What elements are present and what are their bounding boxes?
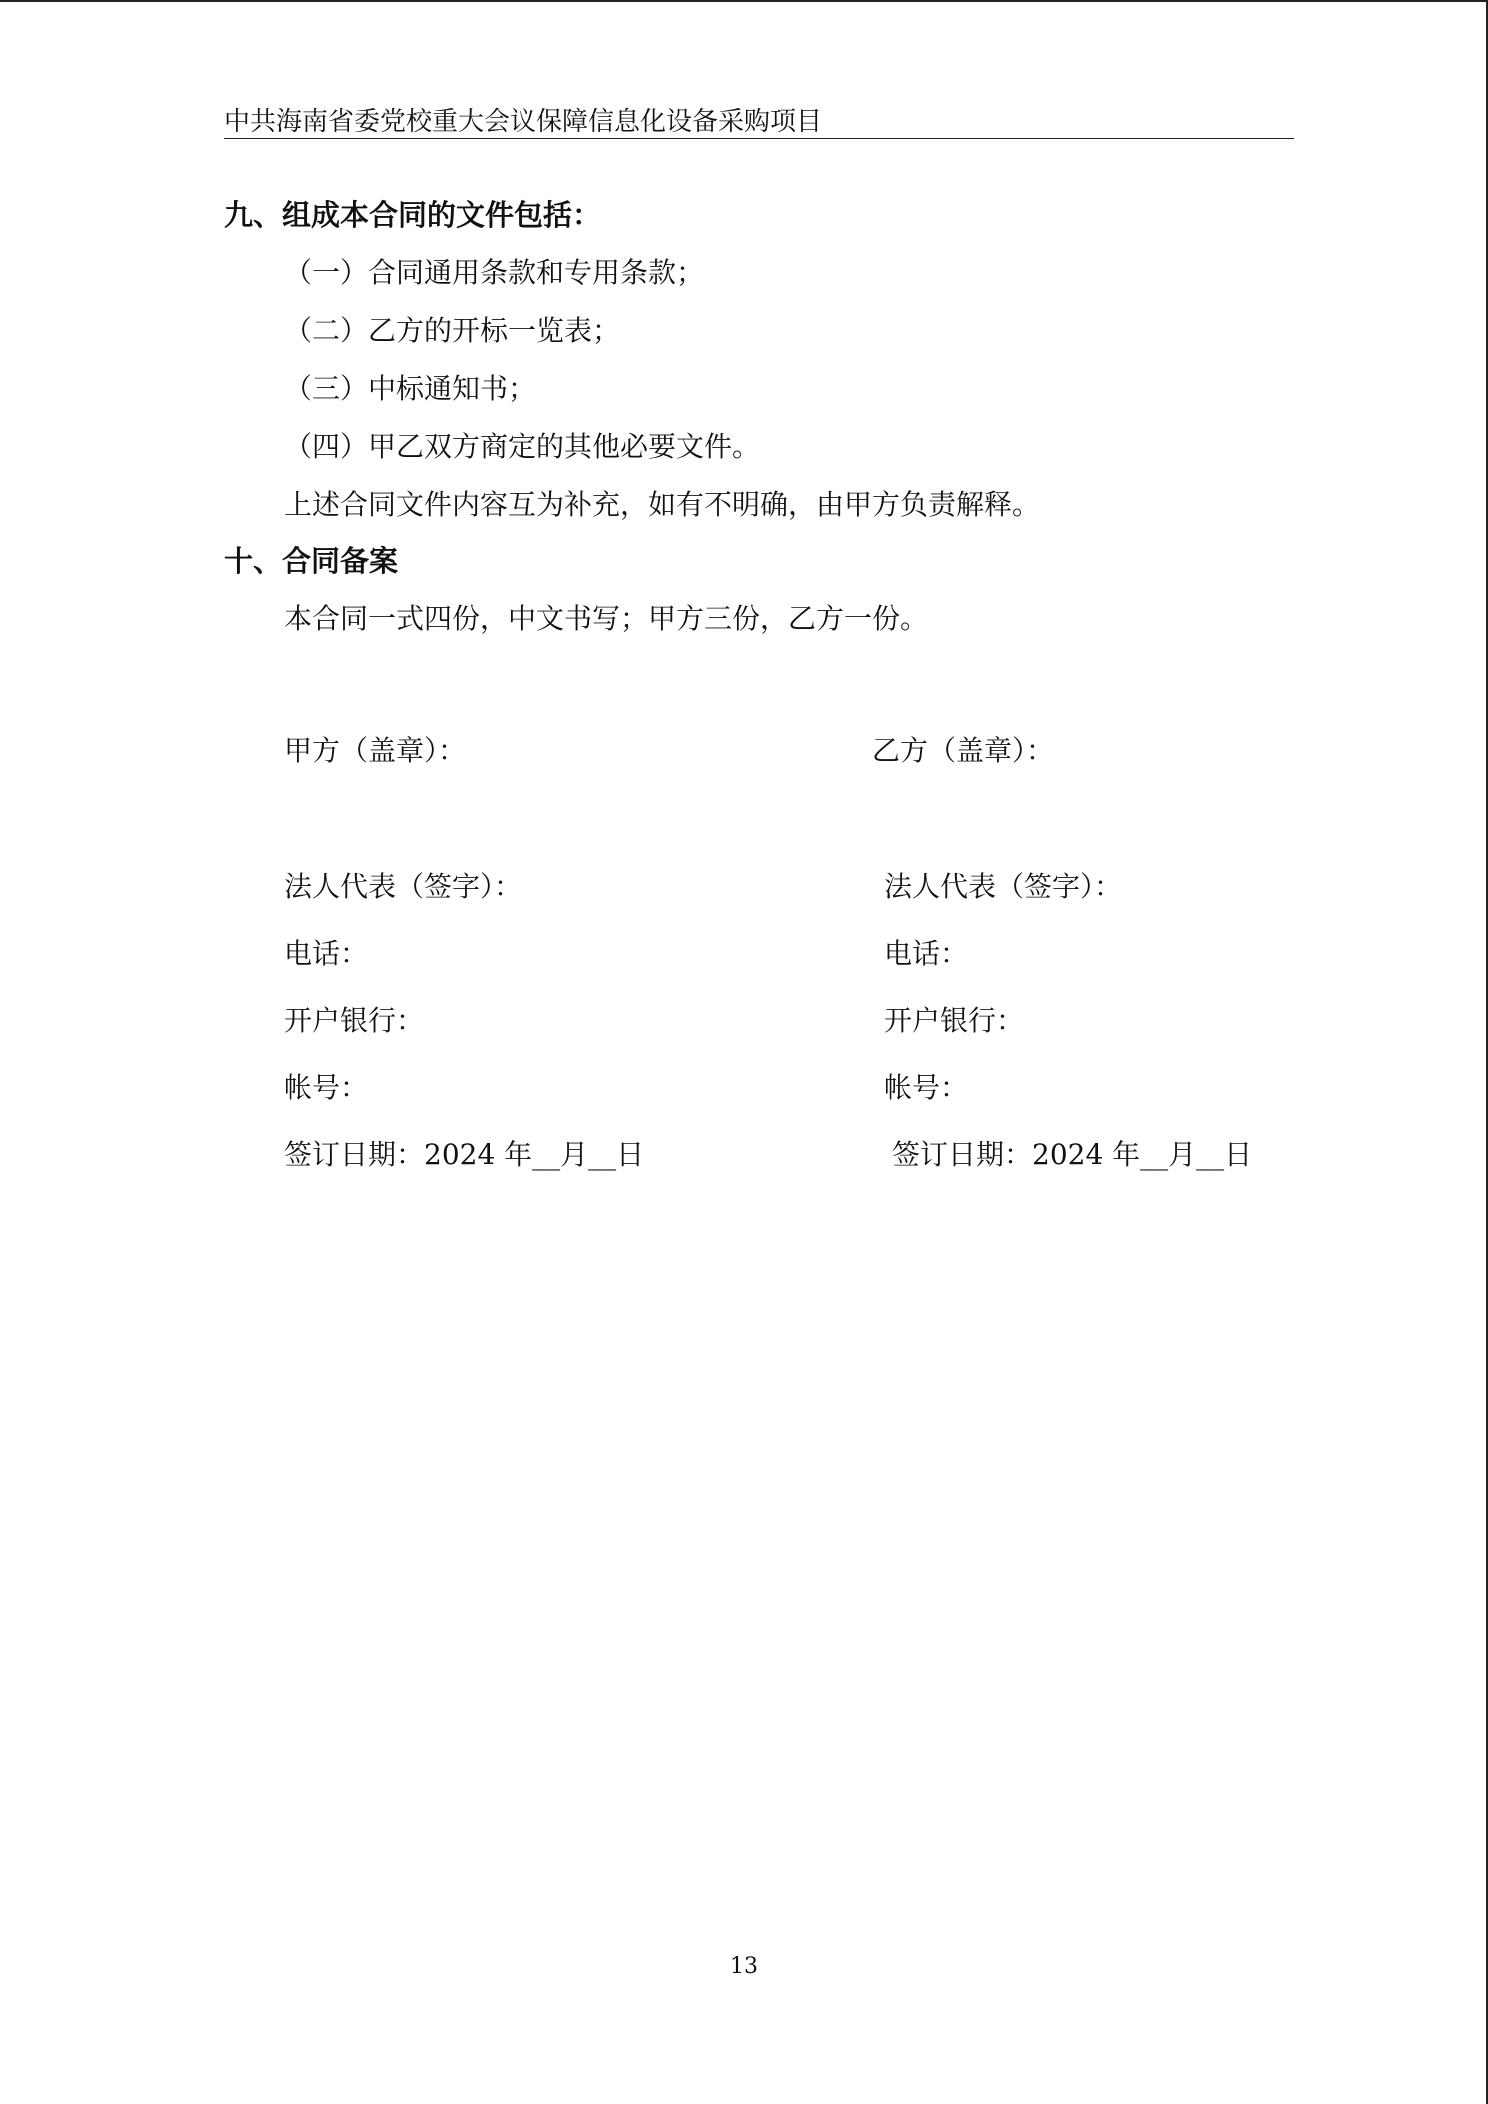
section-9-item-3: （三）中标通知书； xyxy=(284,372,537,405)
party-a-phone: 电话： xyxy=(284,937,369,970)
section-9-item-1: （一）合同通用条款和专用条款； xyxy=(284,256,705,289)
party-a-sign-date: 签订日期：2024 年__月__日 xyxy=(284,1138,645,1171)
party-b-phone: 电话： xyxy=(884,937,969,970)
page-number: 13 xyxy=(730,1954,758,1979)
party-b-seal: 乙方（盖章）： xyxy=(872,734,1055,767)
party-b-sign-date: 签订日期：2024 年__月__日 xyxy=(892,1138,1253,1171)
party-b-account: 帐号： xyxy=(884,1071,969,1104)
section-9-note: 上述合同文件内容互为补充，如有不明确，由甲方负责解释。 xyxy=(284,488,1041,521)
party-b-bank: 开户银行： xyxy=(884,1004,1025,1037)
party-b-legal-rep: 法人代表（签字）： xyxy=(884,870,1123,903)
section-10-text: 本合同一式四份，中文书写；甲方三份，乙方一份。 xyxy=(284,602,929,635)
section-9-item-4: （四）甲乙双方商定的其他必要文件。 xyxy=(284,430,761,463)
party-a-legal-rep: 法人代表（签字）： xyxy=(284,870,523,903)
page-border-top xyxy=(0,0,1488,2)
section-10-heading: 十、合同备案 xyxy=(224,544,399,578)
section-9-heading: 九、组成本合同的文件包括： xyxy=(224,198,602,232)
party-a-bank: 开户银行： xyxy=(284,1004,425,1037)
party-a-account: 帐号： xyxy=(284,1071,369,1104)
party-a-seal: 甲方（盖章）： xyxy=(284,734,467,767)
section-9-item-2: （二）乙方的开标一览表； xyxy=(284,314,621,347)
running-header: 中共海南省委党校重大会议保障信息化设备采购项目 xyxy=(224,106,1294,139)
